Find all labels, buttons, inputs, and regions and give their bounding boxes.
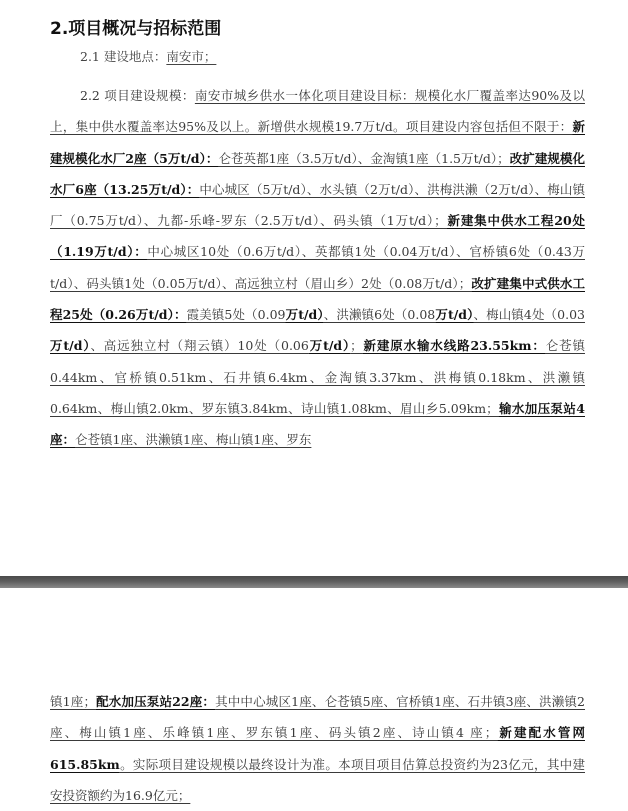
text-run: 。实际项目建设规模以最终设计为准。本项目项目估算总投资约为23亿元，其中建安投资额约为16.9亿元； — [50, 756, 585, 803]
bold-text-run: 万t/d） — [50, 338, 91, 354]
construction-scale-paragraph — [50, 80, 585, 456]
bold-text-run: 配水加压泵站22座： — [95, 694, 216, 709]
bold-text-run: 改扩建集中式供水工程25处（0.26万t/d）： — [50, 275, 585, 323]
text-run: 霞美镇5处（0.09 — [186, 307, 286, 323]
bold-text-run: 万t/d） — [435, 307, 474, 323]
bold-text-run: 新建集中供水工程20处（1.19万t/d）： — [50, 213, 585, 260]
document-page-2 — [0, 588, 628, 810]
text-run: 仑苍镇0.44km、官桥镇0.51km、石井镇6.4km、金淘镇3.37km、洪梅镇0.18km、洪濑镇0.64km、梅山镇2.0km、罗东镇3.84km、诗山镇1.08km、眉山乡5.09km； — [50, 338, 585, 416]
section-heading: 2.项目概况与招标范围 — [50, 19, 222, 39]
text-run: ； — [350, 338, 363, 354]
text-run: 、洪濑镇6处（0.08 — [323, 307, 436, 323]
text-run: 、高远独立村（翔云镇）10处（0.06 — [90, 338, 309, 354]
bold-text-run: 输水加压泵站4座： — [50, 400, 585, 448]
text-run: 2.2 项目建设规模： — [80, 88, 195, 103]
bold-text-run: 新建规模化水厂2座（5万t/d）： — [50, 119, 585, 166]
bold-text-run: 新建原水输水线路23.55km： — [362, 338, 546, 354]
text-run: 仑苍镇1座、洪濑镇1座、梅山镇1座、罗东 — [75, 432, 312, 448]
construction-scale-continued — [50, 686, 585, 811]
text-run: 、梅山镇4处（0.03 — [473, 307, 585, 323]
construction-location-line — [80, 47, 216, 65]
bold-text-run: 万t/d） — [308, 338, 351, 354]
page-separator — [0, 576, 628, 588]
text-run: 南安市城乡供水一体化项目建设目标：规模化水厂覆盖率达90%及以上，集中供水覆盖率达95%及以上。新增供水规模19.7万t/d。项目建设内容包括但不限于： — [50, 88, 585, 135]
location-label: 2.1 建设地点： — [80, 49, 167, 64]
bold-text-run: 改扩建规模化水厂6座（13.25万t/d）： — [50, 150, 585, 197]
text-run: 其中中心城区1座、仑苍镇5座、官桥镇1座、石井镇3座、洪濑镇2座、梅山镇1座、乐峰镇1座、罗东镇1座、码头镇2座、诗山镇4 座； — [50, 694, 586, 741]
location-value: 南安市； — [166, 49, 217, 64]
bold-text-run: 新建配水管网615.85km — [50, 725, 585, 772]
text-run: 仑苍英都1座（3.5万t/d）、金淘镇1座（1.5万t/d）； — [218, 150, 510, 166]
text-run: 镇1座； — [50, 694, 96, 709]
text-run: 中心城区10处（0.6万t/d）、英都镇1处（0.04万t/d）、官桥镇6处（0.43万t/d）、码头镇1处（0.05万t/d）、高远独立村（眉山乡）2处（0.08万t/d）； — [50, 244, 585, 291]
text-run: 中心城区（5万t/d）、水头镇（2万t/d）、洪梅洪濑（2万t/d）、梅山镇厂（0.75万t/d）、九都-乐峰-罗东（2.5万t/d）、码头镇（1万t/d）； — [50, 181, 585, 229]
bold-text-run: 万t/d） — [285, 307, 324, 323]
